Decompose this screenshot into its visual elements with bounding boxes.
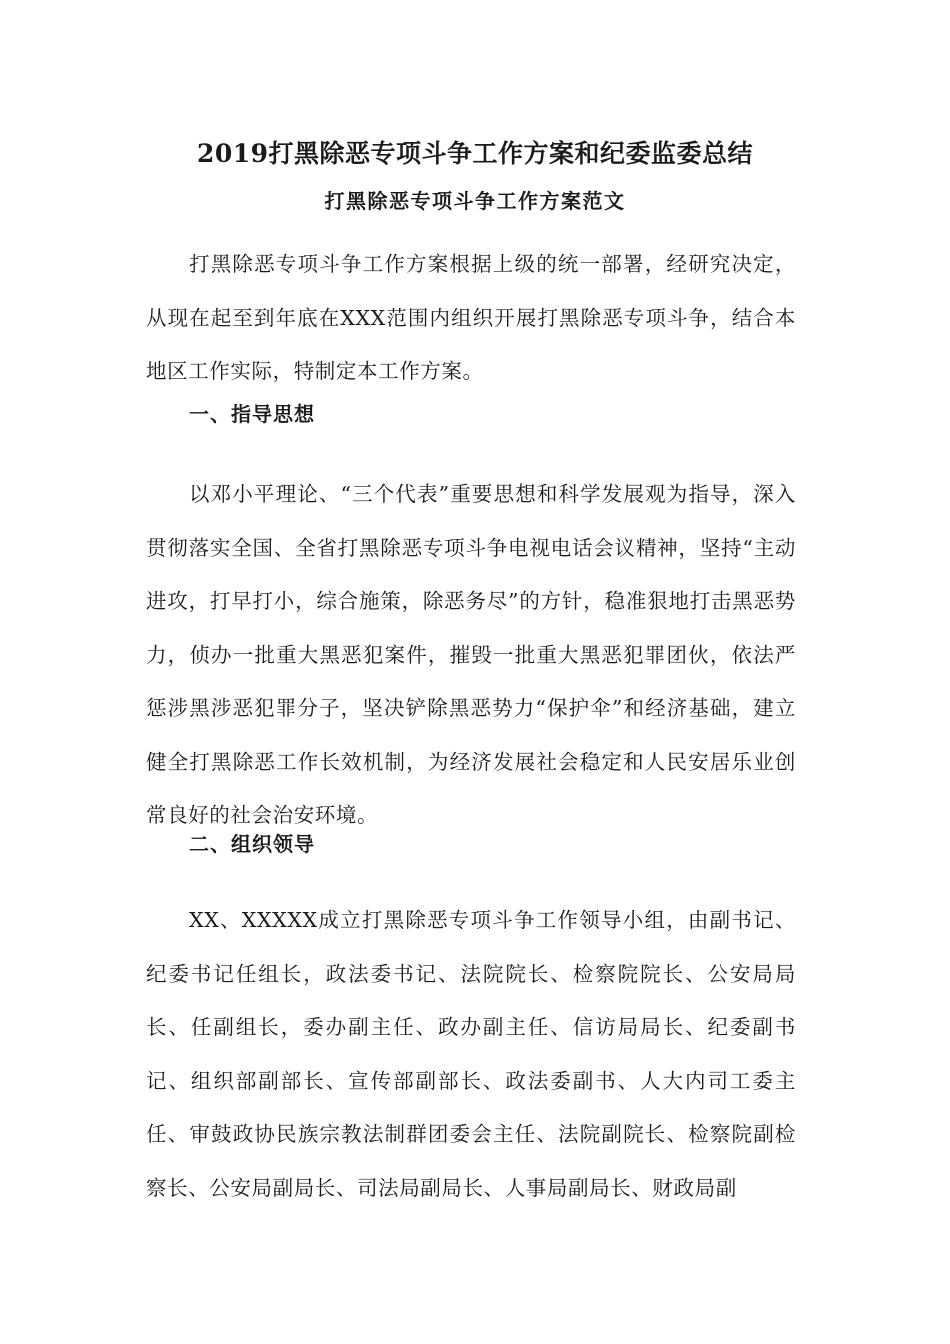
organization-leadership-paragraph: XX、XXXXX成立打黑除恶专项斗争工作领导小组，由副书记、纪委书记任组长，政法委书记、法院院长、检察院院长、公安局局长、任副组长，委办副主任、政办副主任、信访局局长、纪委副书记、组织部副部长、宣传部副部长、政法委副书、人大内司工委主任、审鼓政协民族宗教法制群团委会主任、法院副院长、检察院副检察长、公安局副局长、司法局副局长、人事局副局长、财政局副 — [146, 908, 796, 1200]
intro-paragraph: 打黑除恶专项斗争工作方案根据上级的统一部署，经研究决定，从现在起至到年底在XXX范围内组织开展打黑除恶专项斗争，结合本地区工作实际，特制定本工作方案。 — [146, 252, 796, 383]
section-heading-organization-leadership: 二、组织领导 — [189, 832, 315, 856]
guiding-thought-paragraph: 以邓小平理论、“三个代表”重要思想和科学发展观为指导，深入贯彻落实全国、全省打黑除恶专项斗争电视电话会议精神，坚持“主动进攻，打早打小，综合施策，除恶务尽”的方针，稳准狠地打击黑恶势力，侦办一批重大黑恶犯案件，摧毁一批重大黑恶犯罪团伙，依法严惩涉黑涉恶犯罪分子，坚决铲除黑恶势力“保护伞”和经济基础，建立健全打黑除恶工作长效机制，为经济发展社会稳定和人民安居乐业创常良好的社会治安环境。 — [146, 482, 796, 827]
document-subtitle: 打黑除恶专项斗争工作方案范文 — [324, 189, 626, 213]
document-title: 2019打黑除恶专项斗争工作方案和纪委监委总结 — [196, 139, 754, 168]
section-heading-guiding-thought: 一、指导思想 — [189, 402, 315, 426]
